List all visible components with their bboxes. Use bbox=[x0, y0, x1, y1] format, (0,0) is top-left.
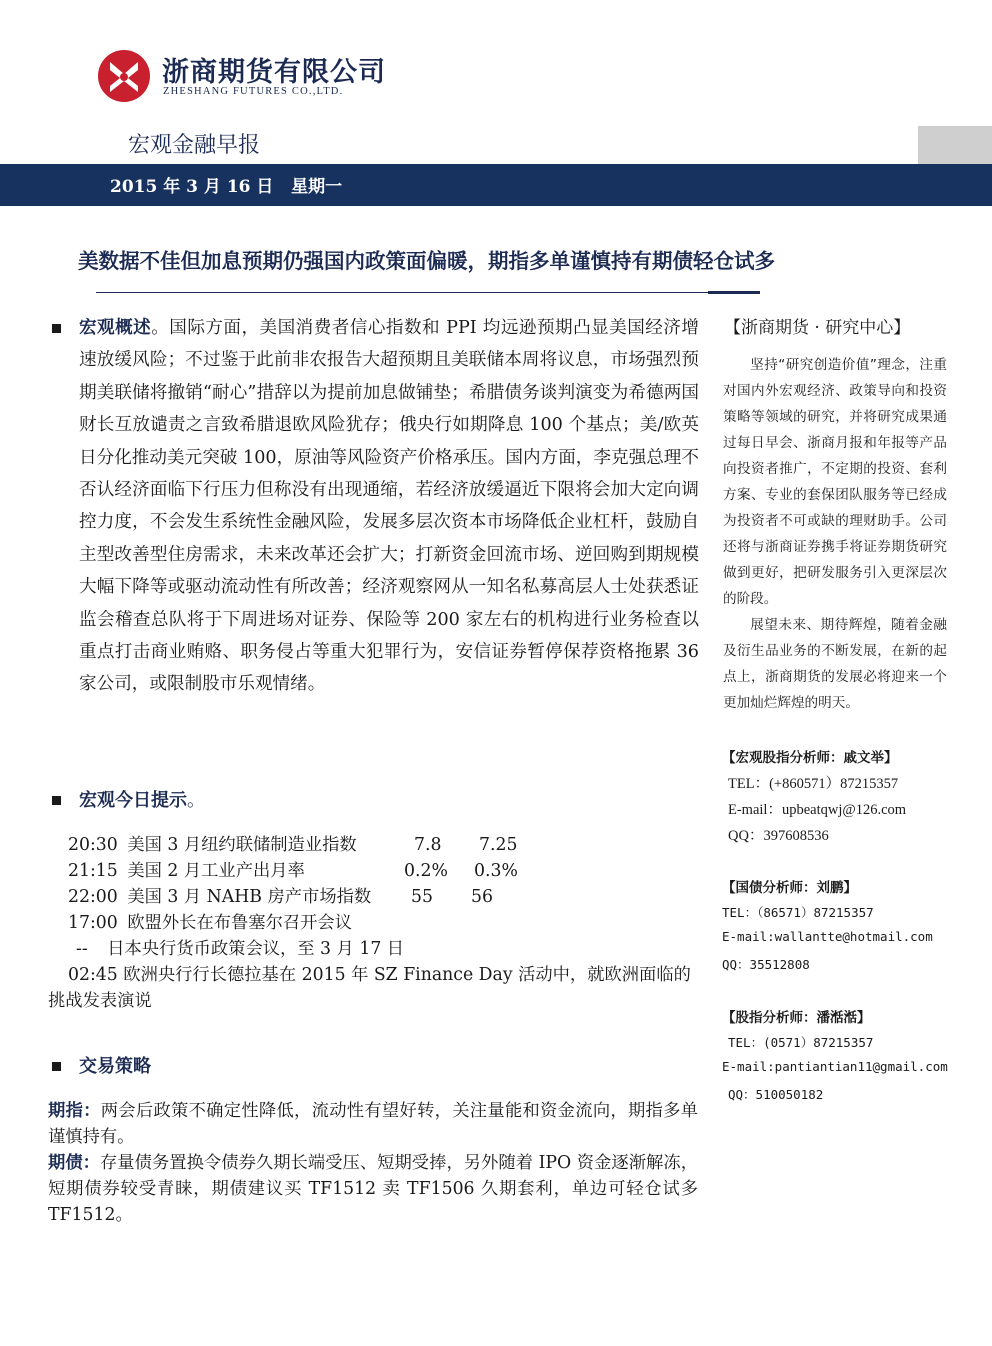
event-name: 美国 3 月纽约联储制造业指数 bbox=[127, 835, 357, 855]
analyst-heading: 【宏观股指分析师：戚文举】 bbox=[722, 750, 898, 766]
today-title-suffix: 。 bbox=[187, 790, 205, 811]
macro-overview-title: 宏观概述 bbox=[79, 318, 152, 338]
event-name: 欧盟外长在布鲁塞尔召开会议 bbox=[127, 913, 352, 933]
event-prior: 7.8 bbox=[414, 835, 442, 855]
headline-divider-accent bbox=[708, 291, 760, 294]
strategy-label: 期指： bbox=[48, 1101, 101, 1121]
today-section-title bbox=[79, 786, 205, 812]
research-center-intro bbox=[723, 352, 947, 716]
intro-paragraph: 展望未来、期待辉煌，随着金融及衍生品业务的不断发展，在新的起点上，浙商期货的发展必将迎来一个更加灿烂辉煌的明天。 bbox=[723, 617, 947, 711]
macro-overview-body: 。国际方面，美国消费者信心指数和 PPI 均远逊预期凸显美国经济增速放缓风险；不过鉴于此前非农报告大超预期且美联储本周将议息，市场强烈预期美联储将撤销“耐心”措辞以为提前加息做铺垫；希腊债务谈判演变为希德两国财长互放谴责之言致希腊退欧风险犹存；俄央行如期降息 100 个基点；美/欧英日分化推动美元突破 100，原油等风险资产价格承压。国内方面，李克强总理不否认经济面临下行压力但称没有出现通缩，若经济放缓逼近下限将会加大定向调控力度，不会发生系统性金融风险，发展多层次资本市场降低企业杠杆，鼓励自主型改善型住房需求，未来改革还会扩大；打新资金回流市场、逆回购到期规模大幅下降等或驱动流动性有所改善；经济观察网从一知名私募高层人士处获悉证监会稽查总队将于下周进场对证券、保险等 200 家左右的机构进行业务检查以重点打击商业贿赂、职务侵占等重大犯罪行为，安信证券暂停保荐资格拖累 36 家公司，或限制股市乐观情绪。 bbox=[79, 318, 699, 695]
strategy-label: 期债： bbox=[48, 1153, 100, 1173]
header-tab-decoration bbox=[918, 126, 992, 164]
event-row bbox=[68, 910, 352, 936]
event-time: 17:00 bbox=[68, 913, 118, 933]
event-row bbox=[68, 884, 371, 910]
event-time: 20:30 bbox=[68, 835, 118, 855]
bullet-icon bbox=[52, 324, 61, 333]
analyst-email: E-mail:wallantte@hotmail.com bbox=[722, 929, 933, 944]
report-date: 2015 年 3 月 16 日 星期一 bbox=[110, 177, 343, 197]
analyst-qq: QQ：510050182 bbox=[728, 1087, 824, 1102]
analyst-email: E-mail：upbeatqwj@126.com bbox=[728, 802, 907, 818]
analyst-tel: TEL：(0571）87215357 bbox=[728, 1035, 874, 1050]
analyst-tel: TEL：(+860571）87215357 bbox=[728, 776, 899, 792]
event-time: -- bbox=[76, 939, 88, 959]
event-forecast: 56 bbox=[471, 887, 493, 907]
event-time: 21:15 bbox=[68, 861, 118, 881]
headline-divider bbox=[96, 292, 760, 293]
analyst-tel: TEL：（86571）87215357 bbox=[722, 905, 874, 920]
strategy-body bbox=[48, 1098, 698, 1228]
today-title-text: 宏观今日提示 bbox=[79, 790, 187, 811]
event-row bbox=[68, 858, 305, 884]
company-logo bbox=[96, 48, 152, 104]
bullet-icon bbox=[52, 796, 61, 805]
analyst-qq: QQ：35512808 bbox=[722, 957, 810, 972]
report-title: 宏观金融早报 bbox=[128, 133, 261, 158]
strategy-text: 两会后政策不确定性降低，流动性有望好转，关注量能和资金流向，期指多单谨慎持有。 bbox=[48, 1101, 698, 1147]
macro-overview bbox=[79, 312, 699, 701]
event-name: 美国 3 月 NAHB 房产市场指数 bbox=[127, 887, 372, 907]
research-center-brand: 【浙商期货 · 研究中心】 bbox=[724, 318, 911, 338]
event-forecast: 0.3% bbox=[474, 861, 518, 881]
analyst-email: E-mail:pantiantian11@gmail.com bbox=[722, 1059, 948, 1074]
event-name: 美国 2 月工业产出月率 bbox=[127, 861, 305, 881]
event-time: 22:00 bbox=[68, 887, 118, 907]
strategy-item bbox=[48, 1150, 698, 1228]
company-name-en: ZHESHANG FUTURES CO.,LTD. bbox=[163, 86, 344, 97]
event-name: 日本央行货币政策会议，至 3 月 17 日 bbox=[107, 939, 405, 959]
analyst-heading: 【股指分析师：潘湉湉】 bbox=[722, 1010, 871, 1026]
intro-paragraph: 坚持“研究创造价值”理念，注重对国内外宏观经济、政策导向和投资策略等领域的研究，并将研究成果通过每日早会、浙商月报和年报等产品向投资者推广，不定期的投资、套利方案、专业的套保团队服务等已经成为投资者不可或缺的理财助手。公司还将与浙商证券携手将证券期货研究做到更好，把研发服务引入更深层次的阶段。 bbox=[723, 357, 947, 607]
event-row bbox=[68, 832, 357, 858]
event-prior: 0.2% bbox=[404, 861, 448, 881]
company-name-cn: 浙商期货有限公司 bbox=[162, 57, 386, 88]
strategy-section-title: 交易策略 bbox=[79, 1056, 151, 1077]
event-long-text: 02:45 欧洲央行行长德拉基在 2015 年 SZ Finance Day 活动中，就欧洲面临的挑战发表演说 bbox=[48, 965, 691, 1011]
event-row-long bbox=[48, 962, 698, 1014]
event-forecast: 7.25 bbox=[479, 835, 518, 855]
event-prior: 55 bbox=[411, 887, 433, 907]
strategy-item bbox=[48, 1098, 698, 1150]
analyst-heading: 【国债分析师：刘鹏】 bbox=[722, 880, 857, 896]
analyst-qq: QQ：397608536 bbox=[728, 828, 829, 844]
event-row bbox=[76, 936, 404, 962]
headline: 美数据不佳但加息预期仍强国内政策面偏暖，期指多单谨慎持有期债轻仓试多 bbox=[78, 249, 775, 273]
bullet-icon bbox=[52, 1062, 61, 1071]
strategy-text: 存量债务置换令债券久期长端受压、短期受捧，另外随着 IPO 资金逐渐解冻，短期债券较受青睐，期债建议买 TF1512 卖 TF1506 久期套利，单边可轻仓试多 TF1512。 bbox=[48, 1153, 698, 1225]
